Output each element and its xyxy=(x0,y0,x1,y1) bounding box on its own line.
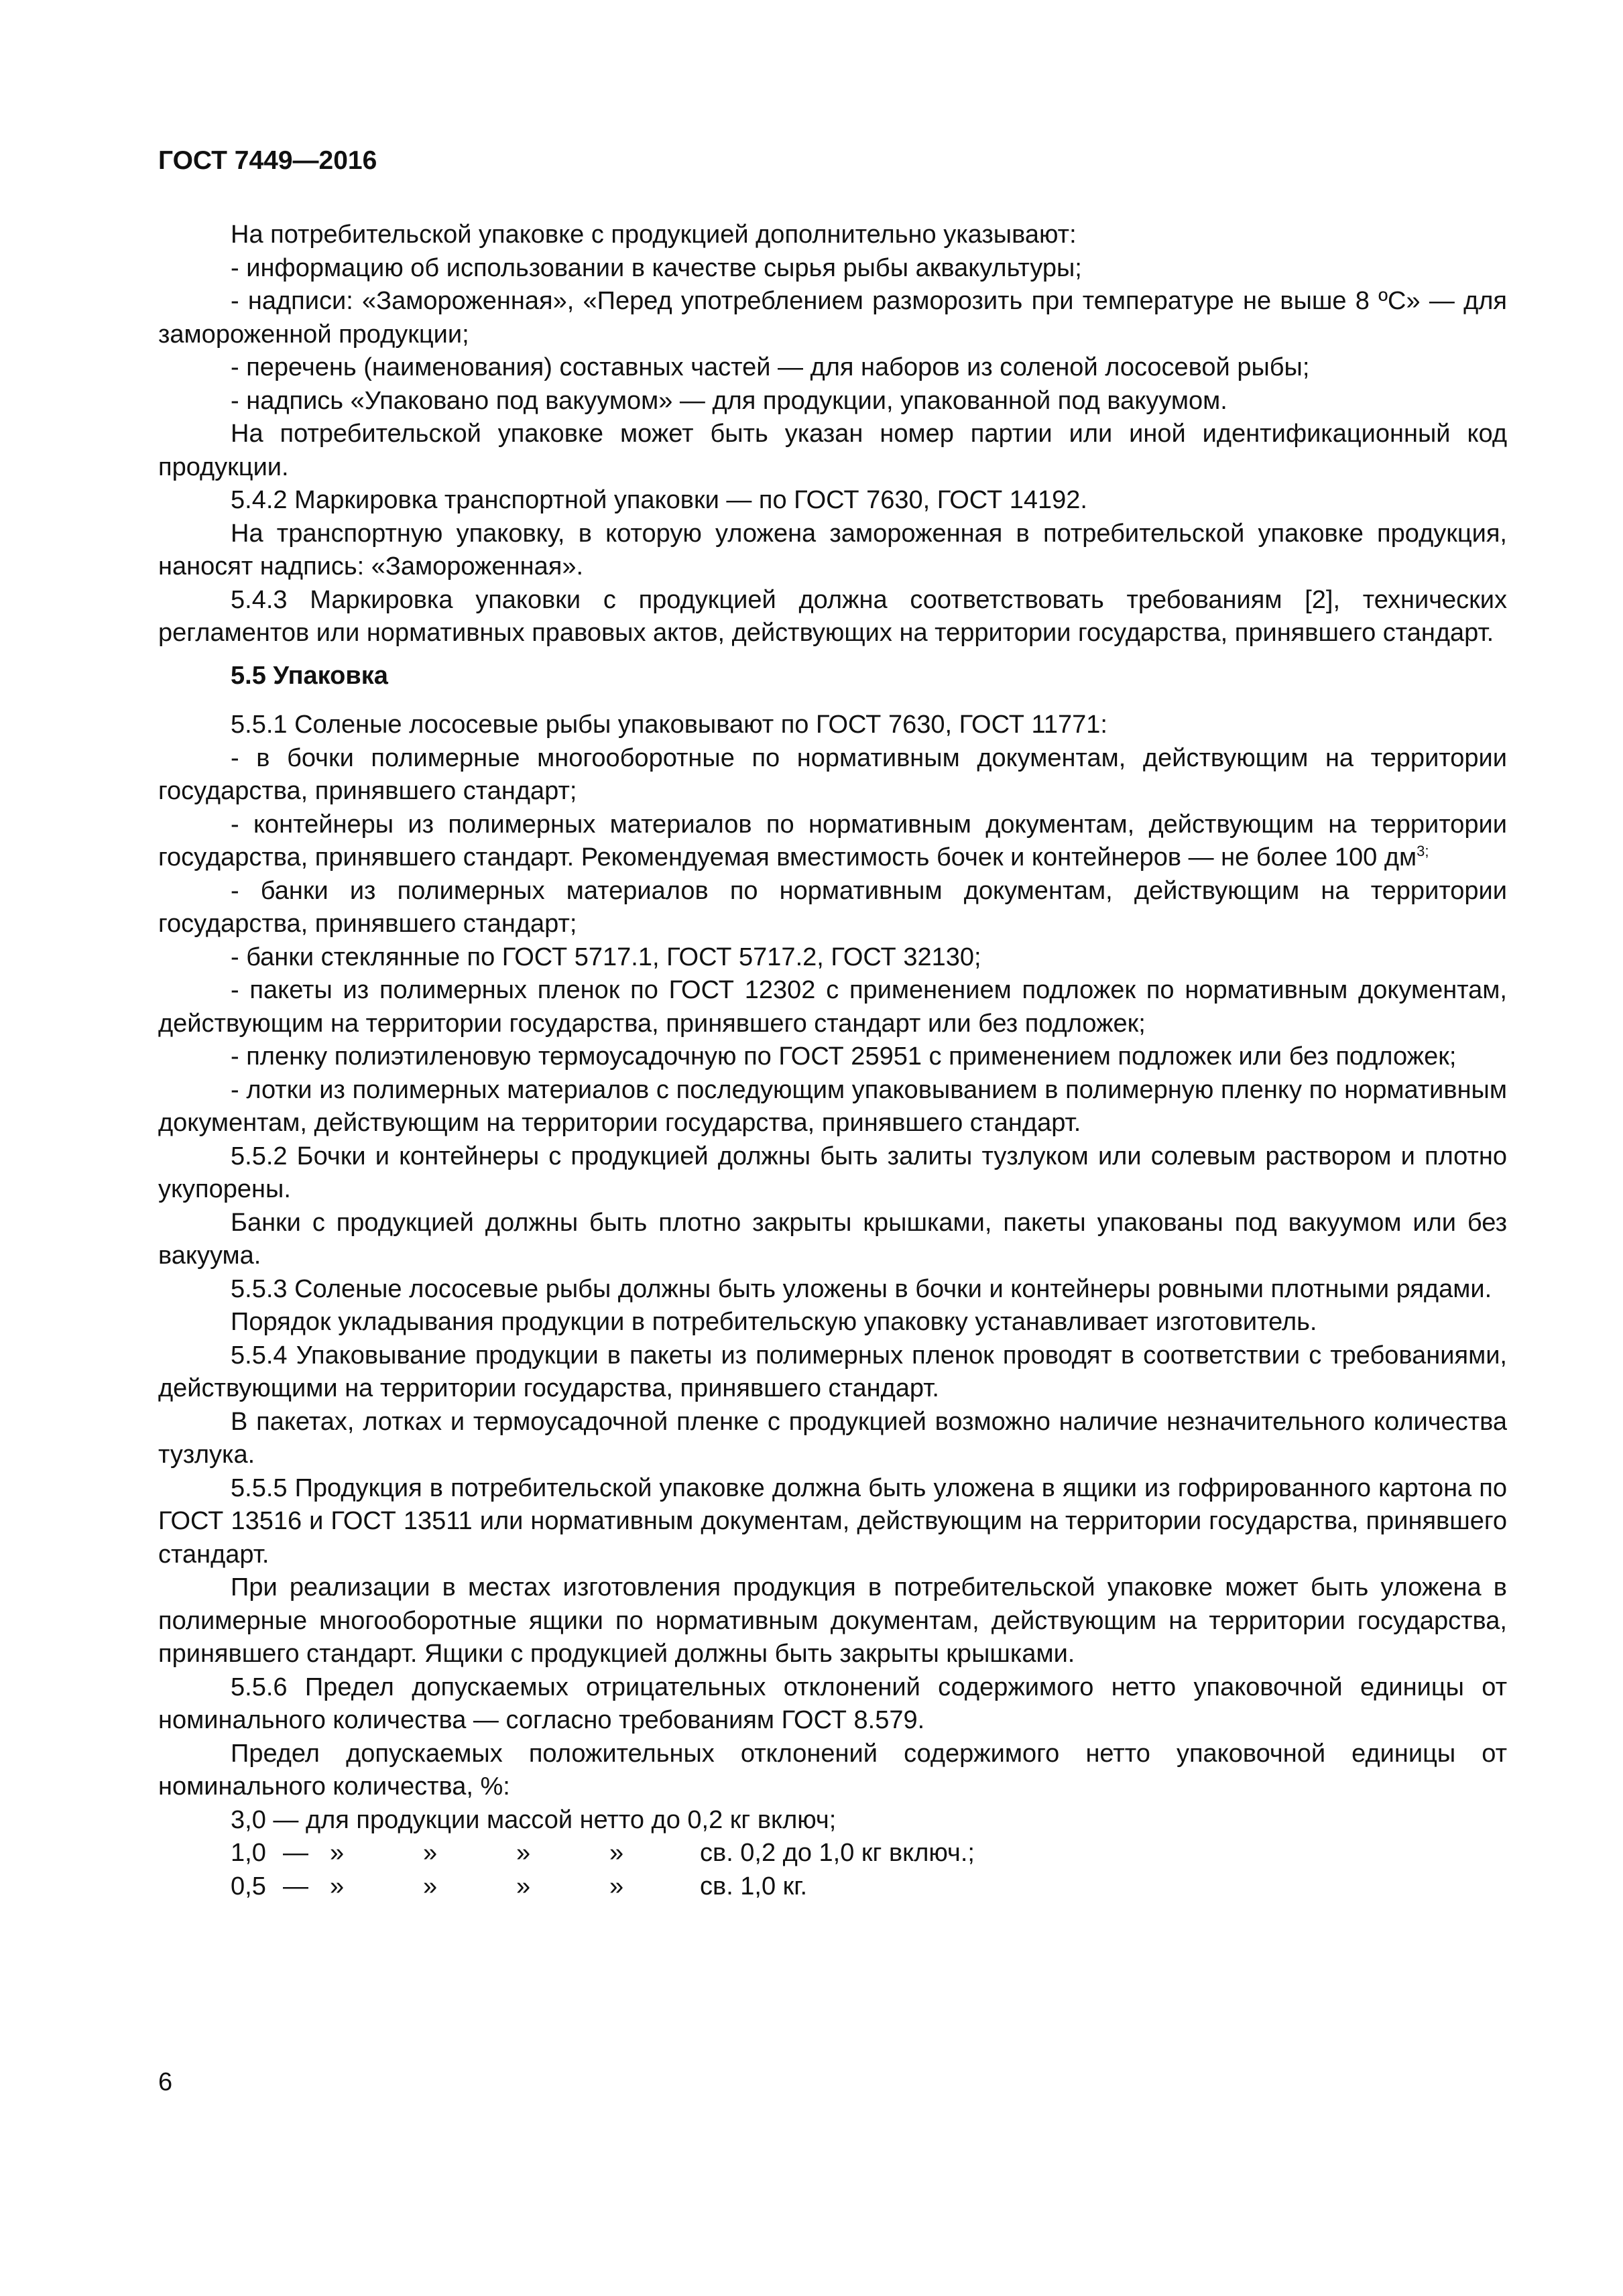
paragraph: В пакетах, лотках и термоусадочной пленке с продукцией возможно наличие незначительного количества тузлука. xyxy=(158,1407,1507,1469)
list-items-rest xyxy=(158,875,1507,1804)
ditto-mark: » xyxy=(609,1872,624,1900)
list-item: - банки из полимерных материалов по нормативным документам, действующим на территории государства, принявшего стандарт; xyxy=(158,876,1507,938)
tolerance-row xyxy=(231,1804,1507,1837)
paragraph: 5.4.2 Маркировка транспортной упаковки — по ГОСТ 7630, ГОСТ 14192. xyxy=(231,486,1087,514)
tolerance-dash: — xyxy=(283,1872,308,1900)
ditto-mark: » xyxy=(330,1872,345,1900)
paragraph: При реализации в местах изготовления продукция в потребительской упаковке может быть уложена в полимерные многооборотные ящики по нормативным документам, действующим на территории государства, принявшего стандарт. Ящики с продукцией должны быть закрыты крышками. xyxy=(158,1573,1507,1668)
ditto-mark: » xyxy=(609,1839,624,1867)
ditto-mark: » xyxy=(516,1872,531,1900)
paragraph: - надпись «Упаковано под вакуумом» — для продукции, упакованной под вакуумом. xyxy=(231,386,1227,415)
list-item: - банки стеклянные по ГОСТ 5717.1, ГОСТ 5717.2, ГОСТ 32130; xyxy=(231,943,981,971)
paragraph: - перечень (наименования) составных частей — для наборов из соленой лососевой рыбы; xyxy=(231,353,1310,381)
paragraph: На потребительской упаковке может быть указан номер партии или иной идентификационный код продукции. xyxy=(158,420,1507,481)
document-body xyxy=(158,219,1507,1903)
tolerance-dash: — xyxy=(283,1839,308,1867)
tolerance-row xyxy=(231,1837,1507,1870)
paragraph: 5.5.1 Соленые лососевые рыбы упаковывают по ГОСТ 7630, ГОСТ 11771: xyxy=(231,711,1107,739)
paragraph: 5.5.2 Бочки и контейнеры с продукцией должны быть залиты тузлуком или солевым раствором и плотно укупорены. xyxy=(158,1142,1507,1203)
paragraph: 5.5.4 Упаковывание продукции в пакеты из полимерных пленок проводят в соответствии с требованиями, действующими на территории государства, принявшего стандарт. xyxy=(158,1341,1507,1402)
tolerance-table xyxy=(158,1804,1507,1904)
paragraph: 5.5.5 Продукция в потребительской упаковке должна быть уложена в ящики из гофрированного картона по ГОСТ 13516 и ГОСТ 13511 или нормативным документам, действующим на территории государства, принявшего стандарт. xyxy=(158,1473,1507,1569)
tolerance-range: св. 0,2 до 1,0 кг включ.; xyxy=(700,1839,975,1867)
tolerance-row xyxy=(231,1870,1507,1904)
tolerance-row-text: 3,0 — для продукции массой нетто до 0,2 кг включ; xyxy=(231,1805,837,1834)
document-header: ГОСТ 7449—2016 xyxy=(158,146,377,175)
ditto-mark: » xyxy=(423,1872,438,1900)
list-item: - лотки из полимерных материалов с последующим упаковыванием в полимерную пленку по нормативным документам, действующим на территории государства, принявшего стандарт. xyxy=(158,1075,1507,1137)
paragraph: 5.5.6 Предел допускаемых отрицательных отклонений содержимого нетто упаковочной единицы от номинального количества — согласно требованиям ГОСТ 8.579. xyxy=(158,1673,1507,1734)
section-heading: 5.5 Упаковка xyxy=(231,661,388,690)
tolerance-range: св. 1,0 кг. xyxy=(700,1872,808,1900)
list-item-text: - контейнеры из полимерных материалов по нормативным документам, действующим на территории государства, принявшего стандарт. Рекомендуемая вместимость бочек и контейнеров — не более 100 дм xyxy=(158,810,1507,871)
list-item: - пакеты из полимерных пленок по ГОСТ 12302 с применением подложек по нормативным документам, действующим на территории государства, принявшего стандарт или без подложек; xyxy=(158,976,1507,1038)
unit-superscript: 3; xyxy=(1417,843,1429,859)
paragraph: Банки с продукцией должны быть плотно закрыты крышками, пакеты упакованы под вакуумом или без вакуума. xyxy=(158,1208,1507,1270)
paragraph: - информацию об использовании в качестве сырья рыбы аквакультуры; xyxy=(231,253,1082,282)
paragraph: 5.4.3 Маркировка упаковки с продукцией должна соответствовать требованиям [2], технических регламентов или нормативных правовых актов, действующих на территории государства, принявшего стандарт. xyxy=(158,585,1507,647)
paragraph: - надписи: «Замороженная», «Перед употреблением разморозить при температуре не выше 8 ºС» — для замороженной продукции; xyxy=(158,287,1507,349)
ditto-mark: » xyxy=(330,1839,345,1867)
paragraph: На потребительской упаковке с продукцией дополнительно указывают: xyxy=(231,221,1077,249)
page-number: 6 xyxy=(158,2068,173,2096)
paragraph: Порядок укладывания продукции в потребительскую упаковку устанавливает изготовитель. xyxy=(231,1308,1317,1336)
document-page xyxy=(158,146,1507,1903)
tolerance-value: 0,5 xyxy=(231,1872,266,1900)
list-item xyxy=(158,808,1507,875)
ditto-mark: » xyxy=(423,1839,438,1867)
list-item: - пленку полиэтиленовую термоусадочную по ГОСТ 25951 с применением подложек или без подложек; xyxy=(231,1042,1457,1071)
paragraph: 5.5.3 Соленые лососевые рыбы должны быть уложены в бочки и контейнеры ровными плотными рядами. xyxy=(231,1274,1492,1303)
tolerance-value: 1,0 xyxy=(231,1839,266,1867)
paragraph: Предел допускаемых положительных отклонений содержимого нетто упаковочной единицы от номинального количества, %: xyxy=(158,1739,1507,1801)
ditto-mark: » xyxy=(516,1839,531,1867)
paragraph: На транспортную упаковку, в которую уложена замороженная в потребительской упаковке продукция, наносят надпись: «Замороженная». xyxy=(158,519,1507,581)
list-item: - в бочки полимерные многооборотные по нормативным документам, действующим на территории государства, принявшего стандарт; xyxy=(158,743,1507,805)
